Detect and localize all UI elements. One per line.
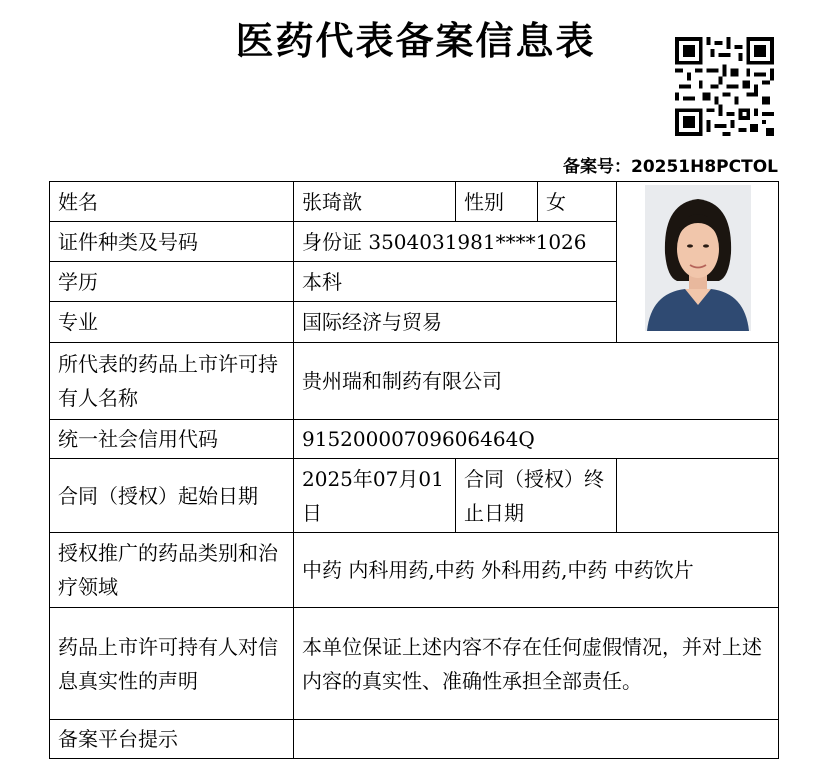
platform-value — [294, 720, 779, 759]
contract-end-value — [617, 459, 779, 533]
table-row — [50, 533, 779, 608]
category-value: 中药 内科用药,中药 外科用药,中药 中药饮片 — [294, 533, 779, 608]
id-label: 证件种类及号码 — [50, 222, 294, 262]
table-row — [50, 182, 779, 222]
gender-label: 性别 — [456, 182, 538, 222]
credit-label: 统一社会信用代码 — [50, 420, 294, 459]
name-value: 张琦歆 — [294, 182, 456, 222]
category-label: 授权推广的药品类别和治疗领域 — [50, 533, 294, 608]
major-label: 专业 — [50, 302, 294, 343]
page-title: 医药代表备案信息表 — [235, 19, 596, 63]
record-number: 备案号：20251H8PCTOL — [562, 157, 778, 177]
education-label: 学历 — [50, 262, 294, 302]
table-row — [50, 343, 779, 420]
table-row — [50, 420, 779, 459]
holder-label: 所代表的药品上市许可持有人名称 — [50, 343, 294, 420]
declaration-value: 本单位保证上述内容不存在任何虚假情况，并对上述内容的真实性、准确性承担全部责任。 — [294, 608, 779, 720]
qr-code-icon — [675, 37, 774, 136]
table-row — [50, 720, 779, 759]
table-row — [50, 608, 779, 720]
contract-end-label: 合同（授权）终止日期 — [456, 459, 617, 533]
photo-cell — [617, 182, 779, 343]
platform-label: 备案平台提示 — [50, 720, 294, 759]
name-label: 姓名 — [50, 182, 294, 222]
education-value: 本科 — [294, 262, 617, 302]
gender-value: 女 — [538, 182, 617, 222]
portrait-photo — [645, 185, 751, 331]
credit-value: 91520000709606464Q — [294, 420, 779, 459]
holder-value: 贵州瑞和制药有限公司 — [294, 343, 779, 420]
table-row — [50, 459, 779, 533]
contract-start-label: 合同（授权）起始日期 — [50, 459, 294, 533]
contract-start-value: 2025年07月01日 — [294, 459, 456, 533]
declaration-label: 药品上市许可持有人对信息真实性的声明 — [50, 608, 294, 720]
info-table — [49, 181, 779, 759]
id-value: 身份证 3504031981****1026 — [294, 222, 617, 262]
major-value: 国际经济与贸易 — [294, 302, 617, 343]
